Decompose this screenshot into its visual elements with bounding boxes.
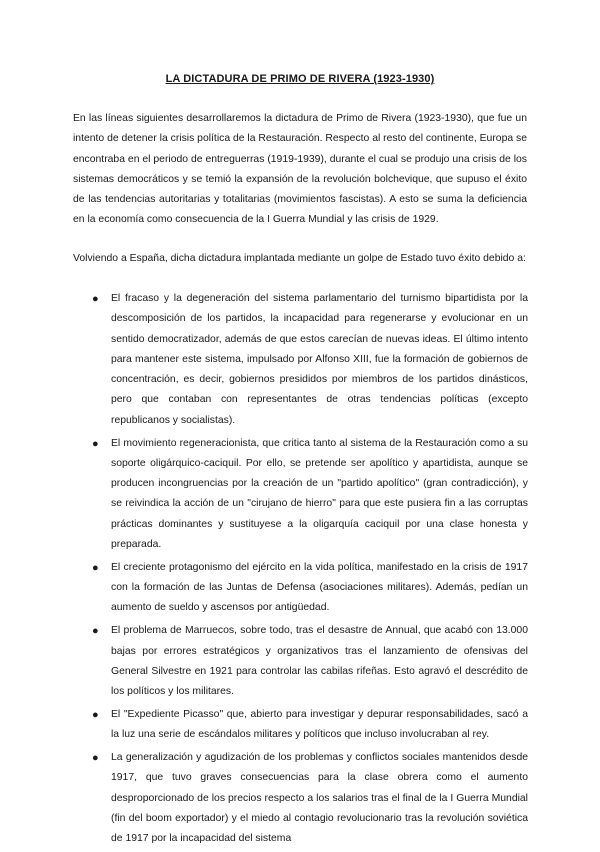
- document-title: LA DICTADURA DE PRIMO DE RIVERA (1923-1930): [165, 73, 435, 85]
- causes-list: [92, 289, 528, 852]
- bullet-icon: ●: [92, 752, 99, 765]
- list-item: [92, 434, 528, 556]
- list-item-text: El "Expediente Picasso" que, abierto para investigar y depurar responsabilidades, sacó a la luz una serie de escándalos militares y políticos que incluso involucraban al rey.: [111, 708, 528, 741]
- list-item: [92, 289, 528, 431]
- list-item: [92, 705, 528, 746]
- list-item-text: El problema de Marruecos, sobre todo, tras el desastre de Annual, que acabó con 13.000 bajas por errores estratégicos y organizativos tras el lanzamiento de ofensivas del General Silvestre en 1921 para controlar las cabilas rifeñas. Esto agravó el descrédito de los políticos y los militares.: [111, 625, 528, 698]
- bullet-icon: ●: [92, 561, 99, 574]
- bullet-icon: ●: [92, 708, 99, 721]
- list-item-text: El movimiento regeneracionista, que critica tanto al sistema de la Restauración como a su soporte oligárquico-caciquil. Por ello, se pretende ser apolítico y apartidista, aunque se producen incongruencias por la creación de un "partido apolítico" (gran contradicción), y se reivindica la acción de un "cirujano de hierro" para que este pusiera fin a las corruptas prácticas dominantes y sustituyese a la oligarquía caciquil por una clase honesta y preparada.: [111, 437, 528, 551]
- list-item-text: El fracaso y la degeneración del sistema parlamentario del turnismo bipartidista por la descomposición de los partidos, la incapacidad para regenerarse y evolucionar en un sentido democratizador, además de que estos carecían de nuevas ideas. El último intento para mantener este sistema, impulsado por Alfonso XIII, fue la formación de gobiernos de concentración, es decir, gobiernos presididos por miembros de los partidos dinásticos, pero que contaban con representantes de otras tendencias políticas (excepto republicanos y socialistas).: [111, 293, 528, 426]
- list-item-text: El creciente protagonismo del ejército en la vida política, manifestado en la crisis de 1917 con la formación de las Juntas de Defensa (asociaciones militares). Además, pedían un aumento de sueldo y ascensos por antigüedad.: [111, 561, 528, 614]
- intro-paragraph: En las líneas siguientes desarrollaremos la dictadura de Primo de Rivera (1923-1930), que fue un intento de detener la crisis política de la Restauración. Respecto al resto del continente, Europa se encontraba en el periodo de entreguerras (1919-1939), durante el cual se produjo una crisis de los sistemas democráticos y se temió la expansión de la revolución bolchevique, que supuso el éxito de las tendencias autoritarias y totalitarias (movimientos fascistas). A esto se suma la deficiencia en la economía como consecuencia de la I Guerra Mundial y las crisis de 1929.: [73, 113, 527, 226]
- list-item: [92, 621, 528, 702]
- bullet-icon: ●: [92, 625, 99, 638]
- bullet-icon: ●: [92, 293, 99, 305]
- bullet-icon: ●: [92, 437, 99, 450]
- list-item: [92, 748, 528, 849]
- list-item: [92, 558, 528, 619]
- list-item-text: La generalización y agudización de los problemas y conflictos sociales mantenidos desde 1917, que tuvo graves consecuencias para la clase obrera como el aumento desproporcionado de los precios respecto a los salarios tras el final de la I Guerra Mundial (fin del boom exportador) y el miedo al contagio revolucionario tras la revolución soviética de 1917 por la incapacidad del sistema: [111, 752, 528, 845]
- lead-in-paragraph: Volviendo a España, dicha dictadura implantada mediante un golpe de Estado tuvo éxito debido a:: [73, 253, 526, 264]
